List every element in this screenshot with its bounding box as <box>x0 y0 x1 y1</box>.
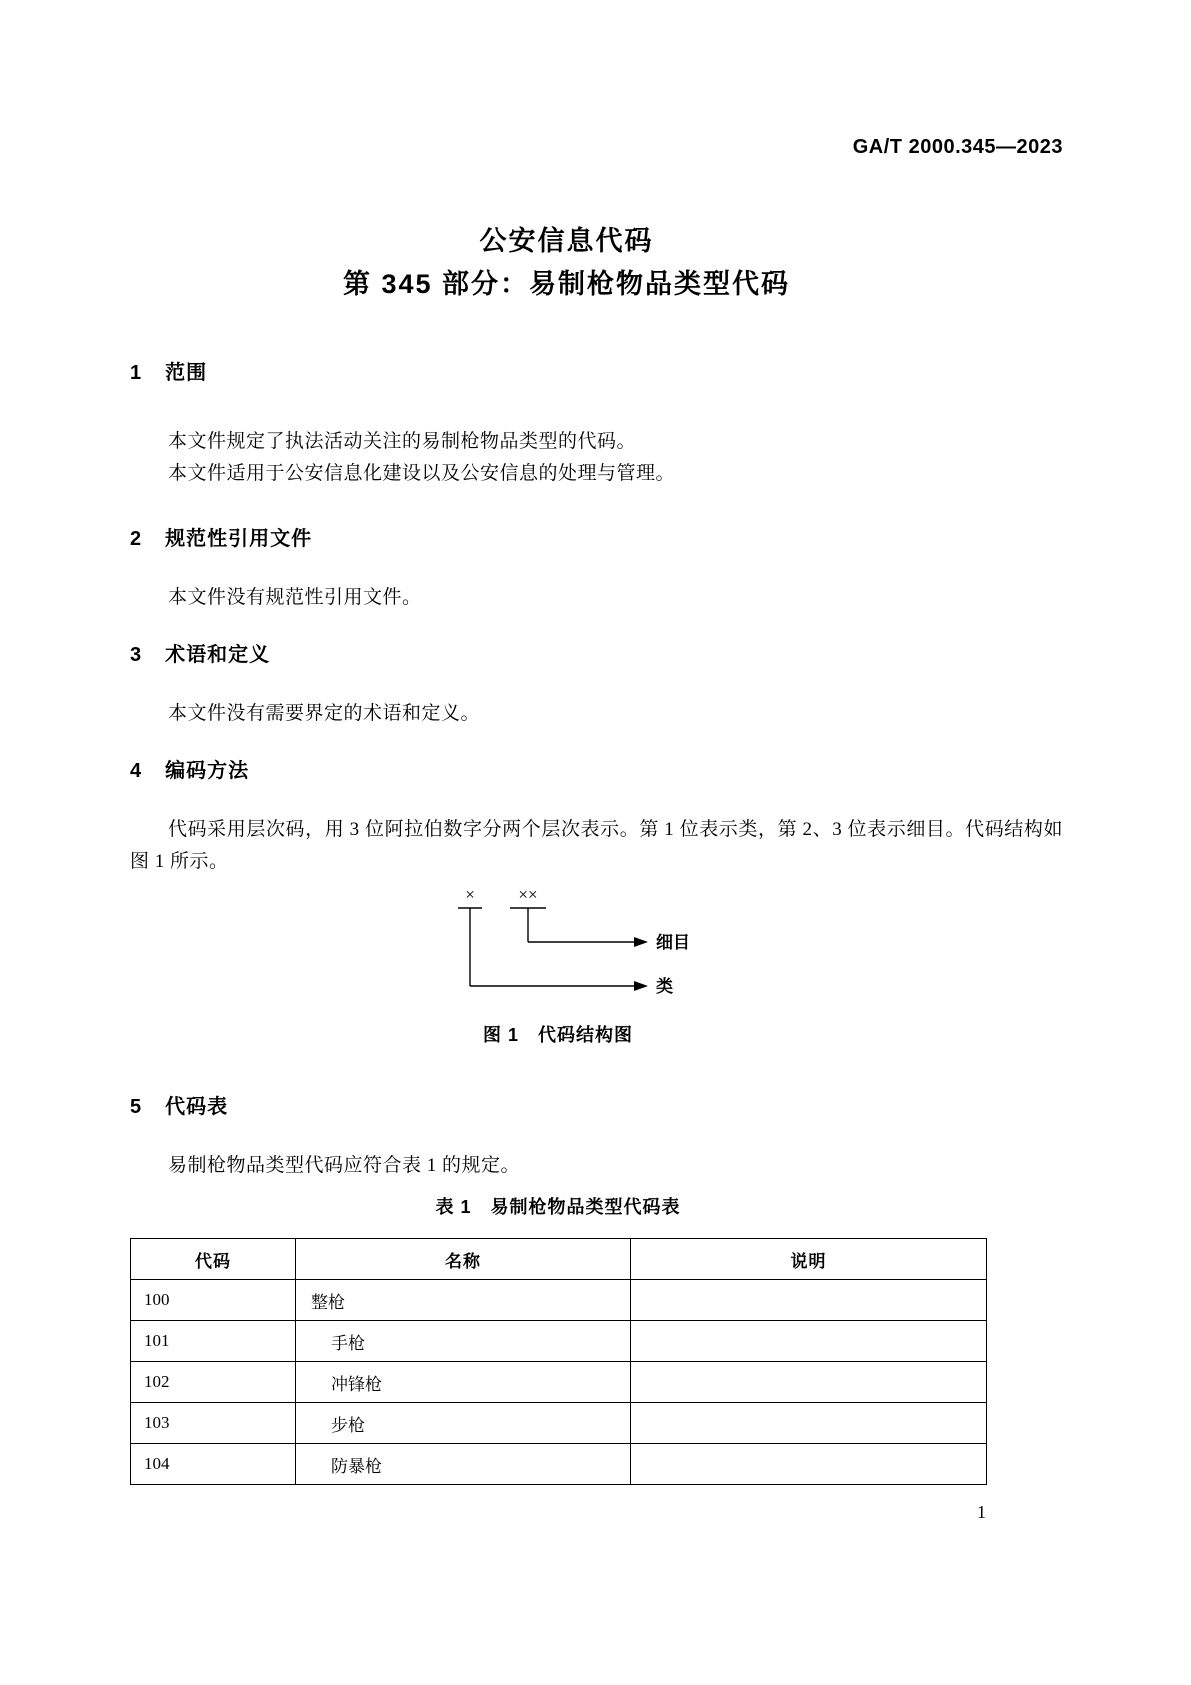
table-row <box>131 1403 987 1444</box>
class-arrowhead-icon <box>634 981 648 991</box>
section-1-number: 1 <box>130 362 142 384</box>
name-cell: 整枪 <box>296 1280 631 1321</box>
table-row <box>131 1280 987 1321</box>
table-1-caption: 表 1 易制枪物品类型代码表 <box>435 1197 681 1217</box>
class-label: 类 <box>656 977 673 996</box>
section-1-paragraph-2: 本文件适用于公安信息化建设以及公安信息的处理与管理。 <box>168 463 676 484</box>
detail-label: 细目 <box>656 933 690 952</box>
section-3-paragraph-1: 本文件没有需要界定的术语和定义。 <box>168 703 481 724</box>
name-cell: 防暴枪 <box>296 1444 631 1485</box>
code-cell: 101 <box>131 1321 296 1362</box>
standard-number: GA/T 2000.345—2023 <box>852 136 1063 158</box>
figure-1 <box>130 886 986 1006</box>
figure-1-caption: 图 1 代码结构图 <box>482 1025 633 1045</box>
section-3-number: 3 <box>130 644 142 666</box>
section-5-title: 代码表 <box>165 1096 229 1118</box>
section-5-number: 5 <box>130 1096 142 1118</box>
section-2-heading <box>130 528 1063 550</box>
code-cell: 103 <box>131 1403 296 1444</box>
name-cell: 手枪 <box>296 1321 631 1362</box>
section-4-title: 编码方法 <box>165 760 250 782</box>
column-header-note: 说明 <box>631 1239 987 1280</box>
note-cell <box>631 1280 987 1321</box>
section-1-heading <box>130 362 1063 384</box>
table-header-row <box>131 1239 987 1280</box>
document-title <box>130 220 1063 306</box>
code-cell: 102 <box>131 1362 296 1403</box>
section-3-title: 术语和定义 <box>165 644 271 666</box>
table-row <box>131 1321 987 1362</box>
note-cell <box>631 1362 987 1403</box>
name-cell: 冲锋枪 <box>296 1362 631 1403</box>
note-cell <box>631 1321 987 1362</box>
section-4-heading <box>130 760 1063 782</box>
note-cell <box>631 1403 987 1444</box>
code-cell: 104 <box>131 1444 296 1485</box>
section-1-paragraph-1: 本文件规定了执法活动关注的易制枪物品类型的代码。 <box>168 431 637 452</box>
table-row <box>131 1444 987 1485</box>
column-header-code: 代码 <box>131 1239 296 1280</box>
section-5-heading <box>130 1096 1063 1118</box>
title-line-1: 公安信息代码 <box>479 226 654 256</box>
code-cell: 100 <box>131 1280 296 1321</box>
class-digit-placeholder: × <box>465 886 475 904</box>
name-cell: 步枪 <box>296 1403 631 1444</box>
column-header-name: 名称 <box>296 1239 631 1280</box>
code-structure-diagram <box>448 886 778 1006</box>
section-2-number: 2 <box>130 528 142 550</box>
section-2-paragraph-1: 本文件没有规范性引用文件。 <box>168 587 422 608</box>
detail-digits-placeholder: ×× <box>518 886 538 904</box>
code-table <box>130 1238 987 1485</box>
section-4-number: 4 <box>130 760 142 782</box>
section-1-title: 范围 <box>165 362 208 384</box>
section-4-paragraph-1: 代码采用层次码，用 3 位阿拉伯数字分两个层次表示。第 1 位表示类，第 2、3 位表示细目。代码结构如图 1 所示。 <box>130 819 1063 872</box>
note-cell <box>631 1444 987 1485</box>
title-line-2: 第 345 部分：易制枪物品类型代码 <box>342 269 791 299</box>
section-5-paragraph-1: 易制枪物品类型代码应符合表 1 的规定。 <box>168 1155 521 1176</box>
section-2-title: 规范性引用文件 <box>165 528 313 550</box>
section-3-heading <box>130 644 1063 666</box>
page-number: 1 <box>977 1502 986 1522</box>
table-row <box>131 1362 987 1403</box>
detail-arrowhead-icon <box>634 937 648 947</box>
